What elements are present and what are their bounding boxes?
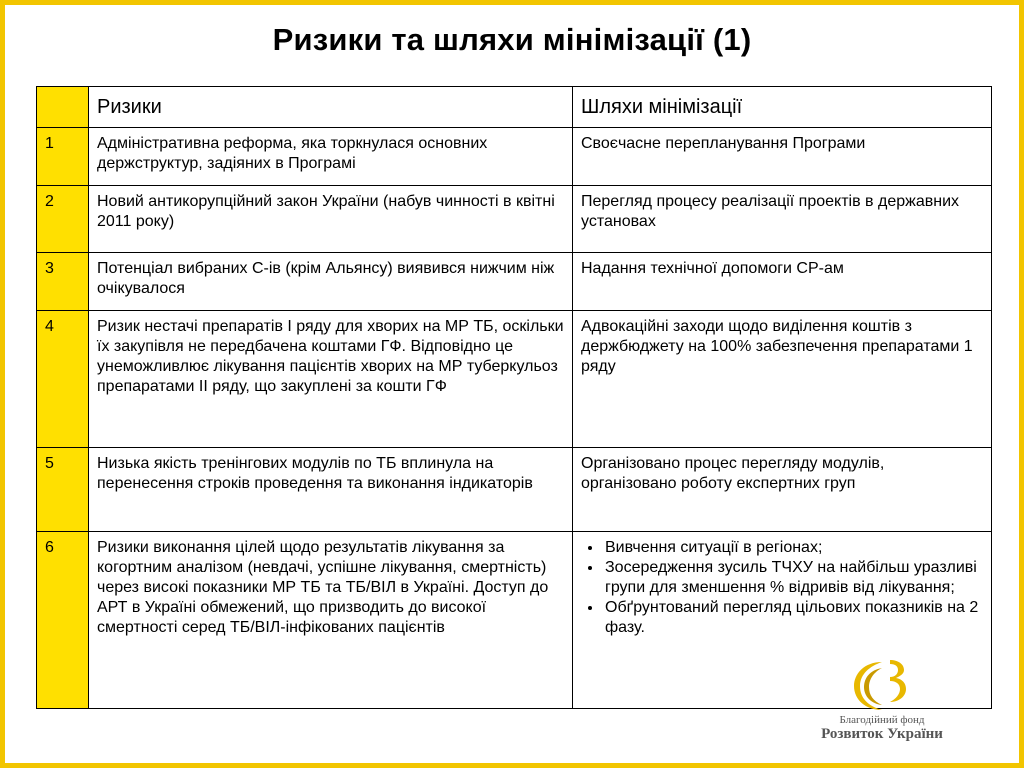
bullet-item: • Зосередження зусиль ТЧХУ на найбільш уразливі групи для зменшення % відривів від лікування;: [603, 558, 983, 598]
risk-cell: Ризик нестачі препаратів І ряду для хворих на МР ТБ, оскільки їх закупівля не передбачена коштами ГФ. Відповідно це унеможливлює лікування пацієнтів хворих на МР туберкульоз препаратами ІІ ряду, що закуплені за кошти ГФ: [89, 311, 573, 448]
minimization-bullet-list: [581, 538, 983, 638]
risk-cell: Новий антикорупційний закон України (набув чинності в квітні 2011 року): [89, 186, 573, 253]
header-number: [37, 87, 89, 128]
risk-cell: Адміністративна реформа, яка торкнулася основних держструктур, задіяних в Програмі: [89, 128, 573, 186]
row-number: 5: [37, 448, 89, 532]
row-number: 2: [37, 186, 89, 253]
foundation-logo: [812, 652, 952, 752]
row-number: 6: [37, 532, 89, 709]
header-risks: Ризики: [89, 87, 573, 128]
bullet-item: • Вивчення ситуації в регіонах;: [603, 538, 983, 558]
minimization-cell: Своєчасне перепланування Програми: [573, 128, 992, 186]
risk-table: [36, 86, 992, 709]
risk-cell: Потенціал вибраних С-ів (крім Альянсу) виявився нижчим ніж очікувалося: [89, 253, 573, 311]
risk-cell: Низька якість тренінгових модулів по ТБ вплинула на перенесення строків проведення та виконання індикаторів: [89, 448, 573, 532]
minimization-cell: Організовано процес перегляду модулів, організовано роботу експертних груп: [573, 448, 992, 532]
table-row: [37, 448, 992, 532]
header-ways: Шляхи мінімізації: [573, 87, 992, 128]
foundation-logo-icon: [850, 656, 914, 714]
slide-title: Ризики та шляхи мінімізації (1): [272, 22, 752, 57]
row-number: 4: [37, 311, 89, 448]
risk-cell: Ризики виконання цілей щодо результатів лікування за когортним аналізом (невдачі, успішне лікування, смертність) через високі показники МР ТБ та ТБ/ВІЛ в Україні. Доступ до АРТ в Україні обмежений, що призводить до високої смертності серед ТБ/ВІЛ-інфікованих пацієнтів: [89, 532, 573, 709]
row-number: 1: [37, 128, 89, 186]
minimization-cell: Надання технічної допомоги СР-ам: [573, 253, 992, 311]
minimization-cell: Адвокаційні заходи щодо виділення коштів з держбюджету на 100% забезпечення препаратами 1 ряду: [573, 311, 992, 448]
table-row: [37, 311, 992, 448]
row-number: 3: [37, 253, 89, 311]
table-row: [37, 253, 992, 311]
logo-title: Розвиток України: [821, 726, 943, 742]
table-row: [37, 186, 992, 253]
logo-subtitle: Благодійний фонд: [839, 714, 925, 726]
minimization-cell: Перегляд процесу реалізації проектів в державних установах: [573, 186, 992, 253]
table-row: [37, 128, 992, 186]
table-header-row: [37, 87, 992, 128]
bullet-item: • Обґрунтований перегляд цільових показників на 2 фазу.: [603, 598, 983, 638]
